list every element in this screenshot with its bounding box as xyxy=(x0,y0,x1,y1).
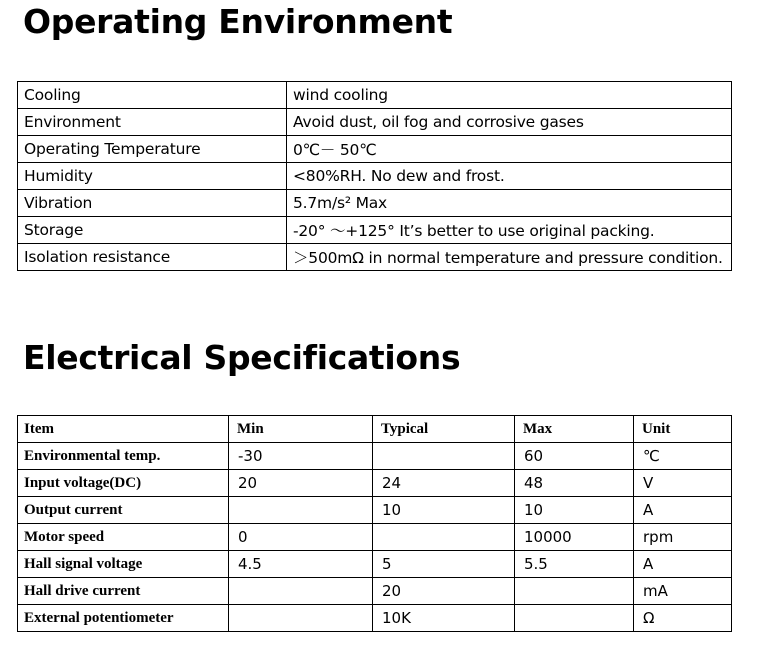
elec-value-cell: 48 xyxy=(515,470,634,497)
env-table-row xyxy=(18,109,732,136)
electrical-specifications-title: Electrical Specifications xyxy=(23,338,461,377)
elec-header-cell: Typical xyxy=(373,416,515,443)
elec-value-cell: 0 xyxy=(229,524,373,551)
elec-value-cell: 10 xyxy=(373,497,515,524)
env-label-cell: Environment xyxy=(18,109,287,136)
env-label-cell: Cooling xyxy=(18,82,287,109)
elec-value-cell: mA xyxy=(634,578,732,605)
elec-value-cell: rpm xyxy=(634,524,732,551)
elec-value-cell xyxy=(229,497,373,524)
elec-item-cell: Output current xyxy=(18,497,229,524)
elec-header-cell: Min xyxy=(229,416,373,443)
elec-value-cell: Ω xyxy=(634,605,732,632)
elec-header-row xyxy=(18,416,732,443)
env-label-cell: Humidity xyxy=(18,163,287,190)
elec-value-cell: 5 xyxy=(373,551,515,578)
elec-value-cell xyxy=(515,605,634,632)
env-value-cell: 5.7m/s² Max xyxy=(287,190,732,217)
env-table-row xyxy=(18,82,732,109)
elec-table-row xyxy=(18,524,732,551)
env-value-cell: -20° ～+125° It’s better to use original packing. xyxy=(287,217,732,244)
elec-table-row xyxy=(18,443,732,470)
env-value-cell: Avoid dust, oil fog and corrosive gases xyxy=(287,109,732,136)
operating-environment-table xyxy=(17,81,732,271)
elec-table-row xyxy=(18,497,732,524)
elec-value-cell: 10K xyxy=(373,605,515,632)
env-table-row xyxy=(18,190,732,217)
env-label-cell: Storage xyxy=(18,217,287,244)
env-table-row xyxy=(18,163,732,190)
elec-table-row xyxy=(18,578,732,605)
elec-value-cell xyxy=(229,605,373,632)
elec-table-row xyxy=(18,551,732,578)
elec-header-cell: Unit xyxy=(634,416,732,443)
env-label-cell: Isolation resistance xyxy=(18,244,287,271)
elec-value-cell: V xyxy=(634,470,732,497)
elec-value-cell: 24 xyxy=(373,470,515,497)
elec-value-cell: A xyxy=(634,551,732,578)
operating-environment-title: Operating Environment xyxy=(23,2,453,41)
elec-value-cell xyxy=(229,578,373,605)
electrical-specifications-table xyxy=(17,415,732,632)
env-value-cell: 0℃－ 50℃ xyxy=(287,136,732,163)
elec-value-cell: 10000 xyxy=(515,524,634,551)
env-value-cell: <80%RH. No dew and frost. xyxy=(287,163,732,190)
elec-value-cell: 60 xyxy=(515,443,634,470)
elec-item-cell: Hall signal voltage xyxy=(18,551,229,578)
elec-item-cell: Motor speed xyxy=(18,524,229,551)
elec-value-cell: A xyxy=(634,497,732,524)
elec-value-cell: 20 xyxy=(229,470,373,497)
env-label-cell: Vibration xyxy=(18,190,287,217)
elec-table-row xyxy=(18,470,732,497)
elec-value-cell xyxy=(373,443,515,470)
elec-item-cell: Environmental temp. xyxy=(18,443,229,470)
elec-value-cell: 10 xyxy=(515,497,634,524)
env-table-row xyxy=(18,136,732,163)
elec-item-cell: External potentiometer xyxy=(18,605,229,632)
elec-value-cell xyxy=(515,578,634,605)
env-value-cell: wind cooling xyxy=(287,82,732,109)
elec-table-row xyxy=(18,605,732,632)
elec-header-cell: Item xyxy=(18,416,229,443)
elec-value-cell: 5.5 xyxy=(515,551,634,578)
env-label-cell: Operating Temperature xyxy=(18,136,287,163)
elec-value-cell: ℃ xyxy=(634,443,732,470)
elec-header-cell: Max xyxy=(515,416,634,443)
elec-value-cell: 4.5 xyxy=(229,551,373,578)
elec-value-cell xyxy=(373,524,515,551)
elec-item-cell: Hall drive current xyxy=(18,578,229,605)
elec-value-cell: 20 xyxy=(373,578,515,605)
env-value-cell: ＞500mΩ in normal temperature and pressure condition. xyxy=(287,244,732,271)
env-table-row xyxy=(18,217,732,244)
elec-value-cell: -30 xyxy=(229,443,373,470)
elec-item-cell: Input voltage(DC) xyxy=(18,470,229,497)
env-table-row xyxy=(18,244,732,271)
